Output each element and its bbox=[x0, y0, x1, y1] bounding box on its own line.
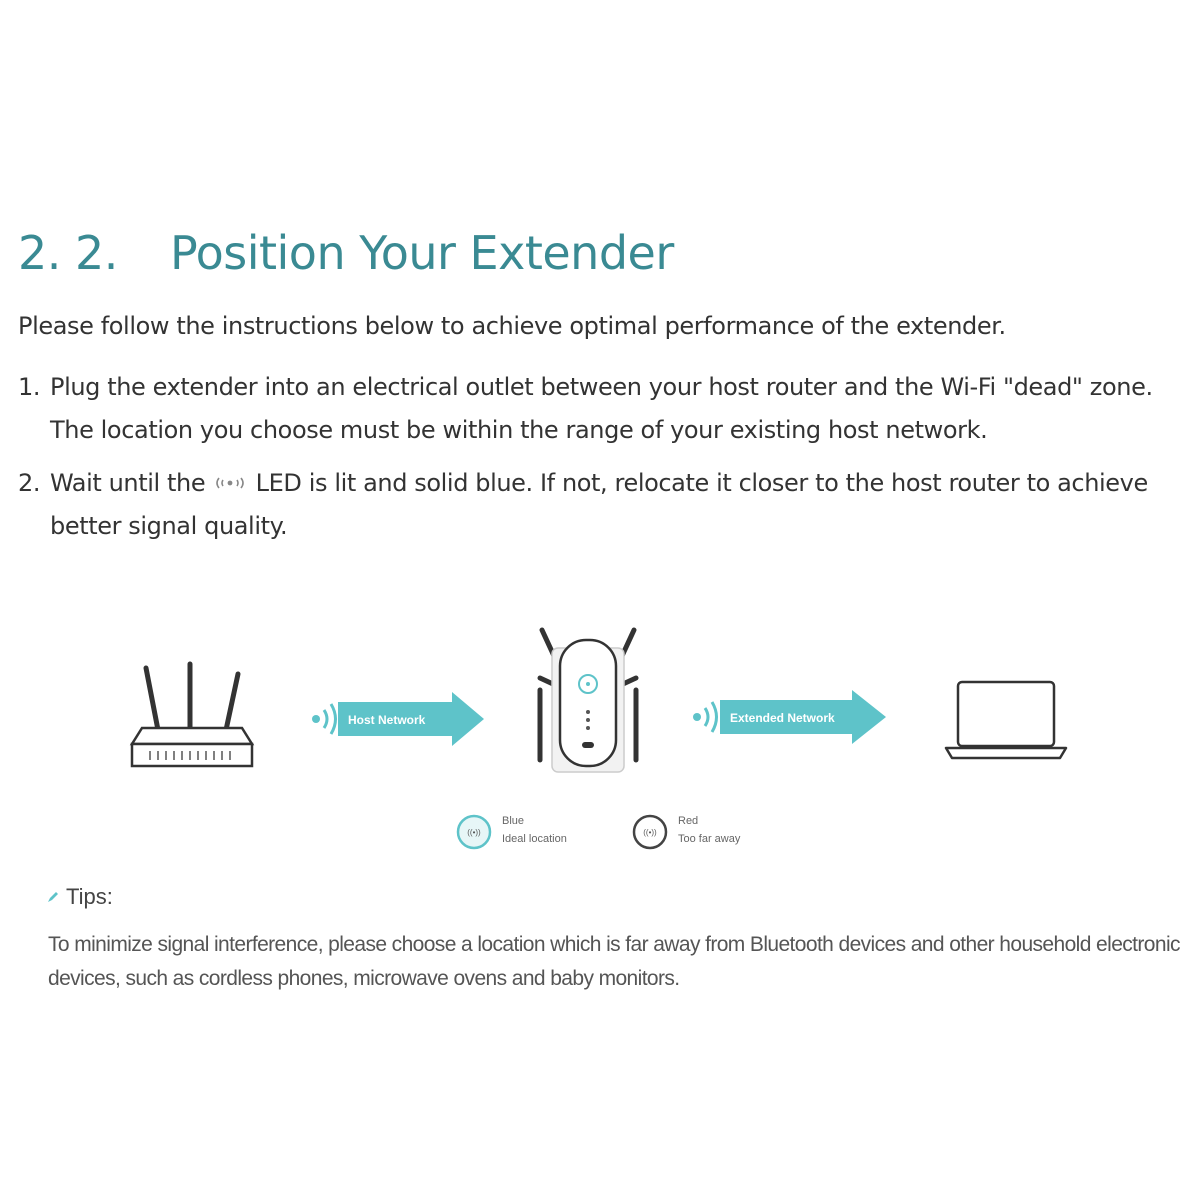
legend-color-name: Blue bbox=[502, 815, 525, 827]
step-text: Plug the extender into an electrical outlet between your host router and the Wi-Fi "dead" zone. The location you choose must be within the range of your existing host network. bbox=[50, 373, 1153, 444]
instruction-steps bbox=[18, 366, 1186, 558]
placement-diagram bbox=[0, 620, 1200, 860]
legend-item-red bbox=[634, 815, 741, 848]
signal-led-icon bbox=[212, 474, 248, 492]
section-number: 2. 2. bbox=[18, 226, 118, 280]
legend-meaning: Ideal location bbox=[502, 833, 567, 845]
host-signal-icon bbox=[312, 704, 336, 734]
legend-led-icon: ((•)) bbox=[643, 828, 657, 837]
legend-item-blue bbox=[458, 815, 567, 848]
tips-heading bbox=[46, 884, 113, 910]
intro-paragraph: Please follow the instructions below to achieve optimal performance of the extender. bbox=[18, 312, 1006, 340]
extended-signal-icon bbox=[693, 702, 717, 732]
legend-led-icon: ((•)) bbox=[467, 828, 481, 837]
pencil-icon bbox=[46, 890, 60, 904]
step-index: 1. bbox=[18, 373, 41, 401]
section-title: Position Your Extender bbox=[170, 226, 674, 280]
extended-network-label: Extended Network bbox=[730, 711, 835, 725]
tips-body: To minimize signal interference, please choose a location which is far away from Bluetooth devices and other household electronic devices, such as cordless phones, microwave ovens and baby monitors. bbox=[48, 933, 1180, 990]
section-heading bbox=[18, 222, 674, 284]
step-item bbox=[18, 366, 1186, 452]
step-index: 2. bbox=[18, 469, 41, 497]
extender-icon bbox=[540, 630, 636, 772]
legend-meaning: Too far away bbox=[678, 833, 741, 845]
router-icon bbox=[132, 664, 252, 766]
host-network-label: Host Network bbox=[348, 713, 426, 727]
legend-color-name: Red bbox=[678, 815, 699, 827]
laptop-icon bbox=[946, 682, 1066, 758]
tips-title: Tips: bbox=[66, 884, 113, 909]
step-text-before: Wait until the bbox=[50, 469, 206, 497]
step-item bbox=[18, 462, 1186, 548]
step-text-after: LED is lit and solid blue. If not, relocate it closer to the host router to achieve better signal quality. bbox=[50, 469, 1148, 540]
